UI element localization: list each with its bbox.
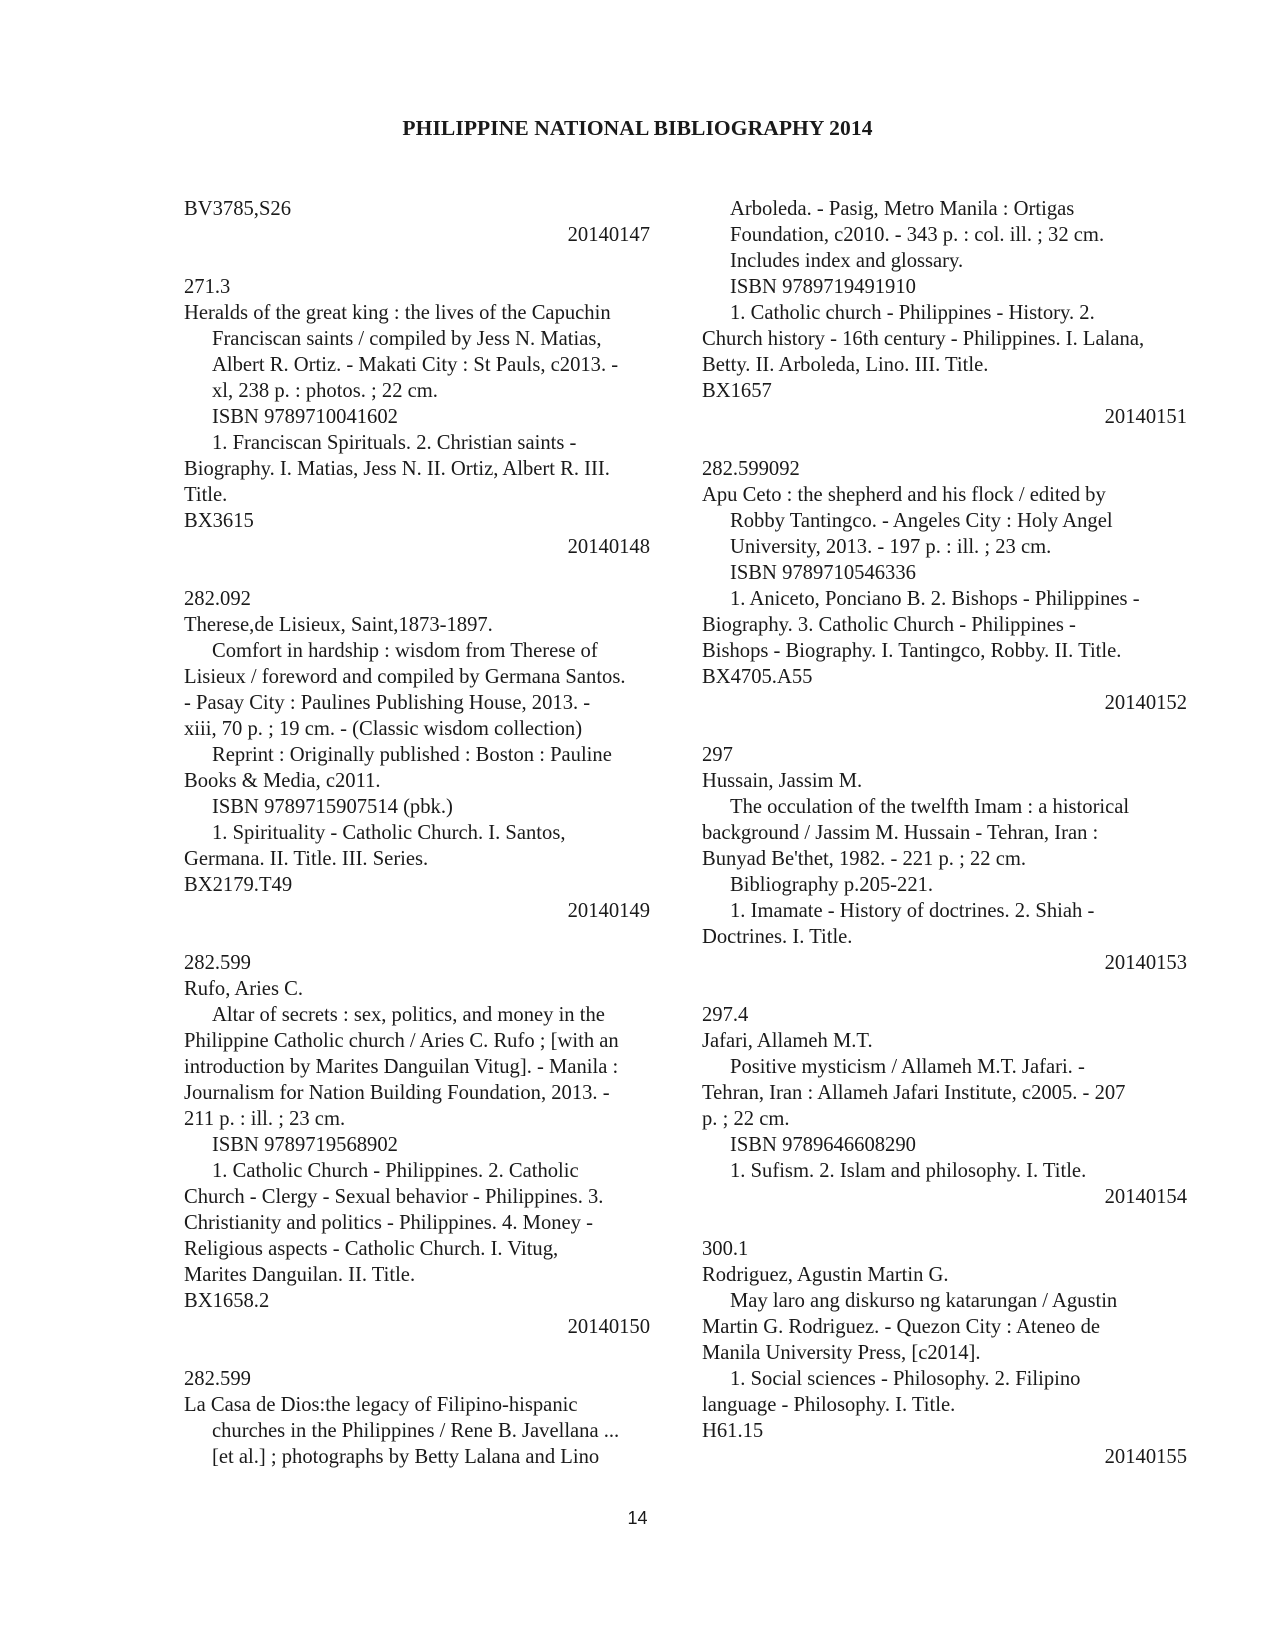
page-number: 14 [627,1508,648,1528]
text-line: Positive mysticism / Allameh M.T. Jafari. - [730,1056,1085,1078]
text-line: Tehran, Iran : Allameh Jafari Institute, c2005. - 207 [702,1082,1126,1104]
text-line: language - Philosophy. I. Title. [702,1394,956,1416]
text-line: 300.1 [702,1238,749,1260]
text-line: 1. Spirituality - Catholic Church. I. Santos, [212,822,566,844]
text-line: La Casa de Dios:the legacy of Filipino-hispanic [184,1394,578,1416]
text-line: 1. Social sciences - Philosophy. 2. Filipino [730,1368,1081,1390]
text-line: background / Jassim M. Hussain - Tehran, Iran : [702,822,1099,844]
text-line: Bunyad Be'thet, 1982. - 221 p. ; 22 cm. [702,848,1027,870]
record-number: 20140151 [1104,406,1187,428]
text-line: Reprint : Originally published : Boston : Pauline [212,744,612,766]
text-line: Title. [184,484,228,506]
text-line: BV3785,S26 [184,198,291,220]
spacer [184,560,650,586]
text-line: Heralds of the great king : the lives of the Capuchin [184,302,611,324]
text-line: Arboleda. - Pasig, Metro Manila : Ortigas [730,198,1075,220]
text-line: Biography. 3. Catholic Church - Philippines - [702,614,1076,636]
text-line: ISBN 9789710546336 [730,562,916,584]
text-line: Books & Media, c2011. [184,770,381,792]
text-line: Journalism for Nation Building Foundation, 2013. - [184,1082,610,1104]
text-line: Manila University Press, [c2014]. [702,1342,981,1364]
text-line: Therese,de Lisieux, Saint,1873-1897. [184,614,493,636]
text-line: 282.599 [184,1368,251,1390]
text-line: Germana. II. Title. III. Series. [184,848,429,870]
text-line: Bibliography p.205-221. [730,874,934,896]
text-line: University, 2013. - 197 p. : ill. ; 23 cm. [730,536,1052,558]
text-line: Biography. I. Matias, Jess N. II. Ortiz, Albert R. III. [184,458,610,480]
spacer [702,716,1187,742]
record-number: 20140150 [567,1316,650,1338]
spacer [702,1210,1187,1236]
text-line: 282.599092 [702,458,800,480]
text-line: Franciscan saints / compiled by Jess N. Matias, [212,328,602,350]
text-line: 282.092 [184,588,251,610]
record-number: 20140149 [567,900,650,922]
text-line: 211 p. : ill. ; 23 cm. [184,1108,346,1130]
text-line: 1. Aniceto, Ponciano B. 2. Bishops - Philippines - [730,588,1140,610]
record-number: 20140153 [1104,952,1187,974]
text-line: Martin G. Rodriguez. - Quezon City : Ateneo de [702,1316,1101,1338]
text-line: Marites Danguilan. II. Title. [184,1264,416,1286]
text-line: ISBN 9789646608290 [730,1134,916,1156]
text-line: H61.15 [702,1420,764,1442]
text-line: ISBN 9789719491910 [730,276,916,298]
spacer [184,248,650,274]
text-line: Foundation, c2010. - 343 p. : col. ill. ; 32 cm. [730,224,1105,246]
record-number: 20140148 [567,536,650,558]
text-line: 271.3 [184,276,231,298]
text-line: BX1657 [702,380,772,402]
text-line: Church - Clergy - Sexual behavior - Philippines. 3. [184,1186,604,1208]
text-line: 1. Catholic church - Philippines - History. 2. [730,302,1095,324]
text-line: Robby Tantingco. - Angeles City : Holy Angel [730,510,1113,532]
record-number: 20140154 [1104,1186,1187,1208]
text-line: Altar of secrets : sex, politics, and money in the [212,1004,605,1026]
text-line: p. ; 22 cm. [702,1108,790,1130]
record-number: 20140155 [1104,1446,1187,1468]
text-line: xl, 238 p. : photos. ; 22 cm. [212,380,438,402]
text-line: Hussain, Jassim M. [702,770,863,792]
text-line: [et al.] ; photographs by Betty Lalana and Lino [212,1446,600,1468]
text-line: BX2179.T49 [184,874,293,896]
text-line: Philippine Catholic church / Aries C. Rufo ; [with an [184,1030,619,1052]
text-line: Rodriguez, Agustin Martin G. [702,1264,949,1286]
text-line: May laro ang diskurso ng katarungan / Agustin [730,1290,1118,1312]
text-line: 1. Sufism. 2. Islam and philosophy. I. Title. [730,1160,1087,1182]
spacer [184,1340,650,1366]
spacer [184,924,650,950]
text-line: 297.4 [702,1004,749,1026]
spacer [702,976,1187,1002]
page-title: PHILIPPINE NATIONAL BIBLIOGRAPHY 2014 [402,116,873,140]
spacer [702,430,1187,456]
text-line: Jafari, Allameh M.T. [702,1030,873,1052]
text-line: BX4705.A55 [702,666,813,688]
text-line: Betty. II. Arboleda, Lino. III. Title. [702,354,989,376]
text-line: ISBN 9789710041602 [212,406,398,428]
text-line: Comfort in hardship : wisdom from Therese of [212,640,598,662]
text-line: Albert R. Ortiz. - Makati City : St Pauls, c2013. - [212,354,619,376]
text-line: BX1658.2 [184,1290,270,1312]
text-line: - Pasay City : Paulines Publishing House, 2013. - [184,692,591,714]
text-line: ISBN 9789715907514 (pbk.) [212,796,453,818]
text-line: The occulation of the twelfth Imam : a historical [730,796,1130,818]
text-line: introduction by Marites Danguilan Vitug]. - Manila : [184,1056,619,1078]
text-line: xiii, 70 p. ; 19 cm. - (Classic wisdom collection) [184,718,583,740]
text-line: Includes index and glossary. [730,250,964,272]
text-line: Doctrines. I. Title. [702,926,853,948]
text-line: Religious aspects - Catholic Church. I. Vitug, [184,1238,559,1260]
text-line: 1. Catholic Church - Philippines. 2. Catholic [212,1160,579,1182]
text-line: 1. Imamate - History of doctrines. 2. Shiah - [730,900,1095,922]
text-line: Rufo, Aries C. [184,978,303,1000]
record-number: 20140147 [567,224,650,246]
text-line: Lisieux / foreword and compiled by Germana Santos. [184,666,626,688]
right-column [702,196,1187,1470]
text-line: ISBN 9789719568902 [212,1134,398,1156]
text-line: Christianity and politics - Philippines. 4. Money - [184,1212,593,1234]
record-number: 20140152 [1104,692,1187,714]
text-line: 282.599 [184,952,251,974]
text-line: 297 [702,744,733,766]
text-line: BX3615 [184,510,254,532]
text-line: Church history - 16th century - Philippines. I. Lalana, [702,328,1145,350]
text-line: churches in the Philippines / Rene B. Javellana ... [212,1420,620,1442]
text-line: Apu Ceto : the shepherd and his flock / edited by [702,484,1106,506]
text-line: 1. Franciscan Spirituals. 2. Christian saints - [212,432,577,454]
left-column [184,196,650,1470]
text-line: Bishops - Biography. I. Tantingco, Robby. II. Title. [702,640,1122,662]
